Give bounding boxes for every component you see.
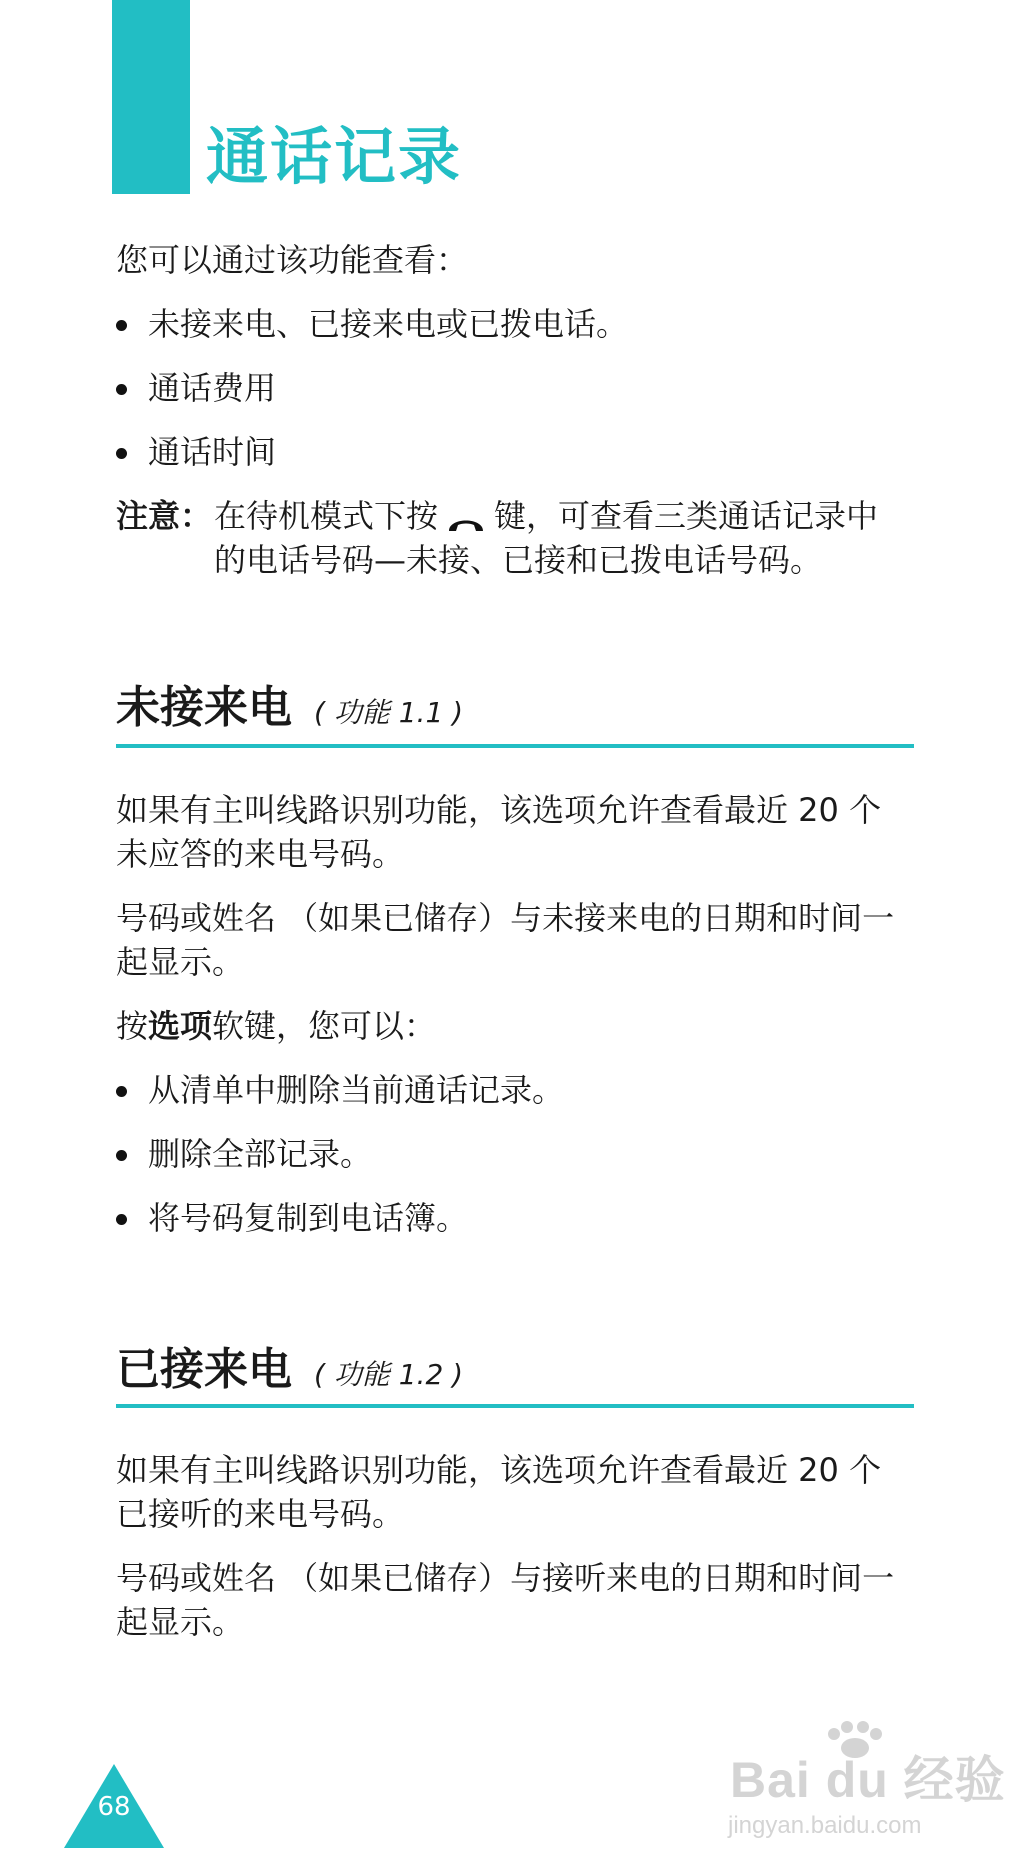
page-title: 通话记录 [206, 120, 463, 193]
options-suffix: 软键，您可以： [212, 1007, 437, 1045]
bullet-icon [116, 448, 127, 459]
section-divider [116, 744, 914, 748]
bullet-icon [116, 384, 127, 395]
bullet-icon [116, 1086, 127, 1097]
page-number: 68 [97, 1792, 131, 1822]
bullet-icon [116, 1214, 127, 1225]
list-item-text: 未接来电、已接来电或已拨电话。 [148, 305, 629, 343]
section-function-number: ( 功能 1.1 ) [314, 696, 464, 729]
options-prefix: 按 [116, 1007, 149, 1045]
header-accent-bar [112, 0, 190, 194]
list-item-text: 通话费用 [148, 369, 277, 407]
note-line2: 的电话号码—未接、已接和已拨电话号码。 [214, 541, 823, 579]
section-title: 未接来电 [116, 682, 292, 733]
options-softkey-label: 选项 [148, 1007, 213, 1045]
note-line1-after: 键，可查看三类通话记录中 [494, 497, 879, 535]
end-call-icon [446, 504, 486, 532]
section-paragraph: 如果有主叫线路识别功能，该选项允许查看最近 20 个已接听的来电号码。 [116, 1451, 882, 1533]
list-item-text: 删除全部记录。 [148, 1135, 373, 1173]
section-heading-received-calls [116, 1344, 464, 1395]
section-title: 已接来电 [116, 1344, 292, 1395]
watermark-logo: Bai du 经验 [730, 1752, 1006, 1808]
bullet-icon [116, 1150, 127, 1161]
list-item-text: 将号码复制到电话簿。 [148, 1199, 469, 1237]
section-paragraph: 号码或姓名 （如果已储存）与未接来电的日期和时间一起显示。 [116, 899, 895, 981]
watermark-url: jingyan.baidu.com [728, 1812, 922, 1839]
section-paragraph: 号码或姓名 （如果已储存）与接听来电的日期和时间一起显示。 [116, 1559, 895, 1641]
intro-text: 您可以通过该功能查看： [116, 241, 469, 279]
section-heading-missed-calls [116, 682, 464, 733]
section-divider [116, 1404, 914, 1408]
list-item-text: 通话时间 [148, 433, 277, 471]
options-instruction [116, 1004, 910, 1048]
section-function-number: ( 功能 1.2 ) [314, 1358, 464, 1391]
list-item-text: 从清单中删除当前通话记录。 [148, 1071, 565, 1109]
note-line1-before: 在待机模式下按 [214, 497, 439, 535]
bullet-icon [116, 320, 127, 331]
section-paragraph: 如果有主叫线路识别功能，该选项允许查看最近 20 个未应答的来电号码。 [116, 791, 882, 873]
note-label: 注意： [116, 497, 213, 535]
note-text [214, 494, 914, 582]
